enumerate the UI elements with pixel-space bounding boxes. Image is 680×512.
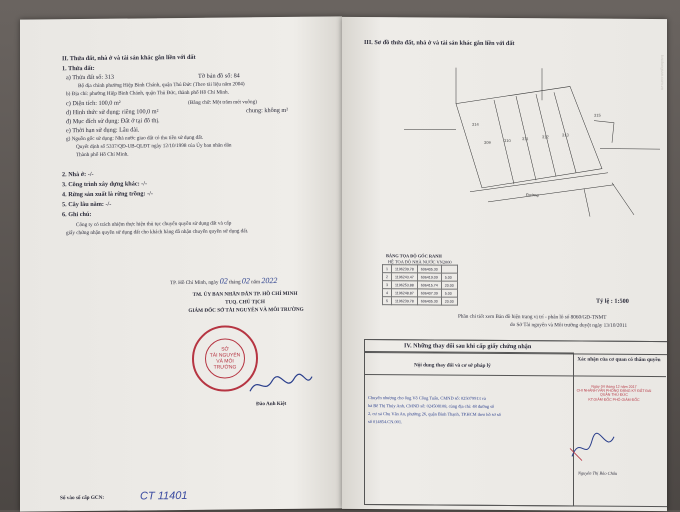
stamp-text-bot: VÀ MÔI TRƯỜNG bbox=[206, 358, 244, 370]
serial-value: CT 11401 bbox=[140, 490, 188, 502]
authority-line-3: GIÁM ĐỐC SỞ TÀI NGUYÊN VÀ MÔI TRƯỜNG bbox=[158, 306, 334, 314]
scale-note-1: Phần chi tiết xem Bản đồ hiện trạng vị trí - phân lô số 8060/GĐ-TNMT bbox=[458, 314, 606, 321]
lot-label-313: 313 bbox=[562, 132, 569, 137]
coord-cell: 5.00 bbox=[441, 289, 457, 297]
coord-cell: 1196239.78 bbox=[392, 297, 418, 305]
decision-city: Thành phố Hồ Chí Minh. bbox=[76, 152, 129, 159]
coord-cell: 5.00 bbox=[441, 273, 457, 281]
issue-year-label: năm bbox=[251, 279, 260, 285]
issue-date bbox=[170, 278, 277, 286]
coord-cell: 20.00 bbox=[441, 297, 457, 305]
coord-cell: 4 bbox=[383, 289, 392, 297]
change-text-1: Chuyển nhượng cho ông Võ Công Tuấn, CMND số: 025079913 và bbox=[368, 395, 486, 401]
coord-cell: 1196248.87 bbox=[392, 289, 418, 297]
map-sheet: Tờ bản đồ số: 84 bbox=[198, 72, 240, 79]
issue-month-label: tháng bbox=[229, 279, 241, 285]
road-label: Đường bbox=[526, 192, 539, 197]
coord-cell: 1196253.88 bbox=[392, 281, 418, 289]
note-line-2: giấy chứng nhận quyền sử dụng đất cho khách hàng đã nhận chuyển quyền sử dụng đất. bbox=[66, 228, 248, 236]
coord-cell: 3 bbox=[383, 281, 392, 289]
changes-col-content: Nội dung thay đổi và cơ sở pháp lý bbox=[414, 362, 491, 369]
usage-origin: g) Nguồn gốc sử dụng: Nhà nước giao đất có thu tiền sử dụng đất. bbox=[66, 135, 203, 142]
item-other-construction: 3. Công trình xây dựng khác: -/- bbox=[62, 180, 147, 188]
confirm-title: KT.GIÁM ĐỐC PHÓ GIÁM ĐỐC bbox=[574, 397, 654, 402]
stamp-text-mid: TÀI NGUYÊN bbox=[210, 352, 241, 358]
coord-table-title: BẢNG TỌA ĐỘ GÓC RANH bbox=[386, 253, 442, 258]
serial-label: Số vào sổ cấp GCN: bbox=[60, 495, 104, 501]
land-address: b) Địa chỉ: phường Hiệp Bình Chánh, quận Thủ Đức, thành phố Hồ Chí Minh. bbox=[66, 89, 229, 97]
coord-cell: 606405.30 bbox=[417, 297, 441, 305]
usage-form: d) Hình thức sử dụng: riêng 100,0 m² bbox=[66, 108, 158, 116]
usage-purpose: đ) Mục đích sử dụng: Đất ở tại đô thị. bbox=[66, 117, 160, 125]
land-plot-diagram bbox=[364, 63, 662, 235]
lot-label-311: 311 bbox=[522, 136, 529, 141]
item-land: 1. Thửa đất: bbox=[62, 65, 95, 72]
coord-cell: 1196239.78 bbox=[392, 265, 418, 273]
coord-cell: 5 bbox=[383, 297, 392, 305]
coord-cell: 1196243.47 bbox=[392, 273, 418, 281]
item-house: 2. Nhà ở: -/- bbox=[62, 171, 94, 178]
note-line-1: Công ty có trách nhiệm thực hiện thủ tục chuyển quyền sử dụng đất và cấp bbox=[76, 220, 231, 228]
issue-month: 02 bbox=[242, 276, 250, 285]
certificate-left-page bbox=[20, 16, 342, 511]
change-text-2: bà Bế Thị Thúy Anh, CMND số: 024508108, cùng địa chỉ: 48 đường số bbox=[368, 403, 494, 409]
land-area-words: (Bằng chữ: Một trăm mét vuông) bbox=[188, 99, 257, 106]
lot-label-309: 309 bbox=[484, 140, 491, 145]
coord-cell: 606419.09 bbox=[417, 273, 441, 281]
changes-col-confirm: Xác nhận của cơ quan có thẩm quyền bbox=[574, 356, 664, 363]
change-text-3: 2, cư xá Chu Văn An, phường 26, quận Bình Thạnh, TP.HCM theo hồ sơ số bbox=[368, 411, 501, 417]
coord-cell: 1 bbox=[383, 265, 392, 273]
change-text-4: số 014854.CN.001. bbox=[368, 419, 402, 424]
authority-line-1: TM. ỦY BAN NHÂN DÂN TP. HỒ CHÍ MINH bbox=[170, 291, 320, 299]
lot-label-312: 312 bbox=[542, 134, 549, 139]
confirm-org: CHI NHÁNH VĂN PHÒNG ĐĂNG KÝ ĐẤT ĐAI QUẬN THỦ ĐỨC bbox=[574, 389, 654, 398]
lot-label-315: 315 bbox=[594, 113, 601, 118]
coord-table-subtitle: HỆ TỌA ĐỘ NHÀ NƯỚC VN2000 bbox=[388, 259, 452, 264]
usage-duration: e) Thời hạn sử dụng: Lâu dài. bbox=[66, 126, 139, 134]
coord-cell: 606415.74 bbox=[417, 281, 441, 289]
signer-name: Đào Anh Kiệt bbox=[256, 401, 286, 407]
lot-number: a) Thửa đất số: 313 bbox=[66, 74, 114, 82]
coord-cell: 606405.30 bbox=[417, 265, 441, 273]
item-perennial: 5. Cây lâu năm: -/- bbox=[62, 201, 111, 209]
director-signature bbox=[246, 373, 316, 398]
lot-label-314: 314 bbox=[472, 122, 479, 127]
certificate-right-page bbox=[342, 17, 667, 511]
confirm-signature bbox=[562, 426, 632, 466]
issue-date-place: TP. Hồ Chí Minh, ngày bbox=[170, 280, 218, 287]
changes-section-title: IV. Những thay đổi sau khi cấp giấy chứng nhận bbox=[404, 342, 531, 350]
watermark-text: batdongsan.com.vn bbox=[651, 55, 665, 115]
confirm-date: Ngày 04 tháng 12 năm 2017 bbox=[574, 384, 654, 389]
coord-cell bbox=[441, 265, 457, 273]
coordinate-table bbox=[382, 264, 458, 306]
confirm-name: Nguyễn Thị Bảo Châu bbox=[578, 471, 617, 476]
issue-year: 2022 bbox=[261, 276, 277, 285]
stamp-text-top: SỞ bbox=[221, 346, 229, 352]
authority-line-2: TUQ. CHỦ TỊCH bbox=[170, 299, 320, 307]
coord-cell: 20.00 bbox=[441, 281, 457, 289]
section-title-land: II. Thửa đất, nhà ở và tài sản khác gắn liền với đất bbox=[62, 54, 196, 62]
coord-cell: 606407.39 bbox=[417, 289, 441, 297]
lot-label-310: 310 bbox=[504, 138, 511, 143]
item-forest: 4. Rừng sản xuất là rừng trồng: -/- bbox=[62, 190, 153, 198]
map-scale: Tỷ lệ : 1:500 bbox=[596, 298, 629, 305]
land-area: c) Diện tích: 100,0 m² bbox=[66, 100, 121, 108]
item-note: 6. Ghi chú: bbox=[62, 211, 91, 218]
decision-ref: Quyết định số 5337/QĐ-UB-QLĐT ngày 12/10/1998 của Ủy ban nhân dân bbox=[76, 142, 232, 150]
section-title-map: III. Sơ đồ thửa đất, nhà ở và tài sản khác gắn liền với đất bbox=[364, 39, 515, 47]
issue-day: 02 bbox=[220, 277, 228, 286]
usage-form-common: chung: không m² bbox=[246, 107, 288, 114]
scale-note-2: do Sở Tài nguyên và Môi trường duyệt ngày 13/10/2011 bbox=[510, 322, 627, 329]
coord-row bbox=[383, 297, 458, 306]
old-record-note: Bộ địa chính phường Hiệp Bình Chánh, quận Thủ Đức (Theo tài liệu năm 2004) bbox=[78, 81, 245, 89]
coord-cell: 2 bbox=[383, 273, 392, 281]
